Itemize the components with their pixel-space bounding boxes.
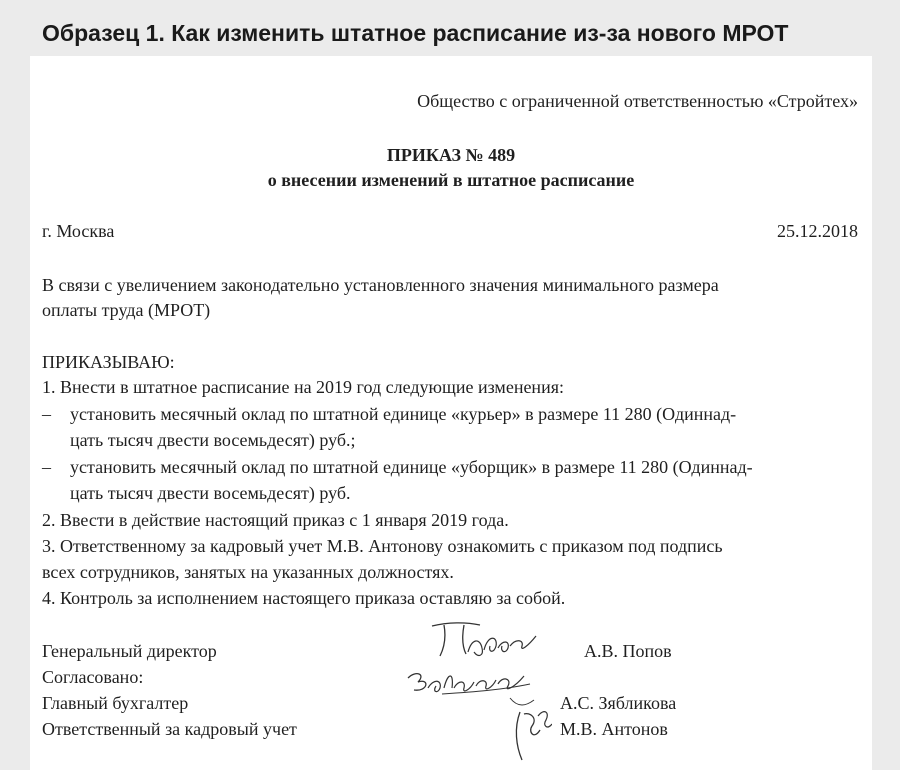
order-subject: о внесении изменений в штатное расписание xyxy=(267,170,635,190)
bullet-dash-1: – xyxy=(42,404,51,424)
intro-line-2: оплаты труда (МРОТ) xyxy=(42,300,211,320)
director-signature xyxy=(428,616,548,666)
order-word: ПРИКАЗЫВАЮ: xyxy=(42,352,175,372)
item-1: 1. Внести в штатное расписание на 2019 год следующие изменения: xyxy=(42,377,564,397)
order-city: г. Москва xyxy=(42,221,115,241)
accountant-signature xyxy=(402,668,552,768)
item-3-line-2: всех сотрудников, занятых на указанных должностях. xyxy=(42,562,454,582)
intro-line-1: В связи с увеличением законодательно установленного значения минимального размера xyxy=(42,275,719,295)
bullet-dash-2: – xyxy=(42,457,51,477)
bullet-1-line-1: установить месячный оклад по штатной единице «курьер» в размере 11 280 (Одиннад- xyxy=(70,404,737,424)
order-title: ПРИКАЗ № 489 xyxy=(386,145,516,165)
bullet-2-line-1: установить месячный оклад по штатной единице «уборщик» в размере 11 280 (Одиннад- xyxy=(70,457,753,477)
hr-name: М.В. Антонов xyxy=(560,719,668,739)
organization-name: Общество с ограниченной ответственностью «Стройтех» xyxy=(417,91,858,111)
agreed-label: Согласовано: xyxy=(42,667,144,687)
order-date: 25.12.2018 xyxy=(777,221,858,241)
hr-title: Ответственный за кадровый учет xyxy=(42,719,297,739)
order-document xyxy=(30,56,872,770)
director-title: Генеральный директор xyxy=(42,641,217,661)
item-4: 4. Контроль за исполнением настоящего приказа оставляю за собой. xyxy=(42,588,566,608)
item-2: 2. Ввести в действие настоящий приказ с 1 января 2019 года. xyxy=(42,510,509,530)
accountant-title: Главный бухгалтер xyxy=(42,693,189,713)
director-name: А.В. Попов xyxy=(584,641,672,661)
bullet-2-line-2: цать тысяч двести восемьдесят) руб. xyxy=(70,483,351,503)
bullet-1-line-2: цать тысяч двести восемьдесят) руб.; xyxy=(70,430,356,450)
accountant-name: А.С. Зябликова xyxy=(560,693,677,713)
item-3-line-1: 3. Ответственному за кадровый учет М.В. Антонову ознакомить с приказом под подпись xyxy=(42,536,723,556)
sample-heading: Образец 1. Как изменить штатное расписание из-за нового МРОТ xyxy=(42,20,789,46)
